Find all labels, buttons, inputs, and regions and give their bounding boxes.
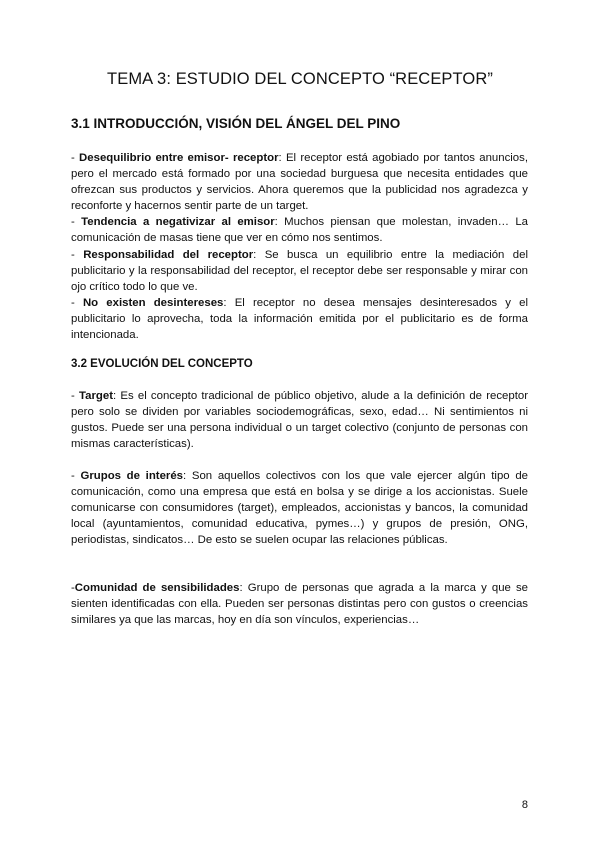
text-responsabilidad: : Se busca un equilibrio entre la mediación del publicitario y la responsabilidad del receptor, el receptor debe ser responsable y mirar con ojo crítico todo lo que ve. [71,248,528,293]
paragraph-desequilibrio [71,150,528,214]
paragraph-desintereses [71,295,528,343]
term-responsabilidad: Responsabilidad del receptor [83,248,254,261]
text-target: : Es el concepto tradicional de público objetivo, alude a la definición de receptor pero solo se dividen por variables sociodemográficas, sexo, edad… Ni sentimientos ni gustos. Puede ser una persona individual o un target colectivo (conjunto de personas con mismas características). [71,390,528,451]
term-desintereses: No existen desintereses [82,296,224,309]
text-grupos: : Son aquellos colectivos con los que vale ejercer algún tipo de comunicación, como una empresa que está en bolsa y se dirige a los accionistas. Suele comunicarse con consumidores (target), empleados, accionistas y bancos, la comunidad local (ayuntamientos, comunidad educativa, pymes…) y grupos de presión, ONG, periodistas, sindicatos… De esto se suelen ocupar las relaciones públicas. [71,470,528,547]
term-tendencia: Tendencia a negativizar al emisor [81,216,275,229]
paragraph-tendencia [71,214,528,246]
bullet-dash: - [71,296,83,309]
paragraph-grupos [71,468,528,548]
intro-paragraphs [71,150,528,343]
bullet-dash: - [71,152,80,164]
bullet-dash: - [71,390,80,402]
bullet-dash: - [71,216,82,229]
section-heading-intro: 3.1 INTRODUCCIÓN, VISIÓN DEL ÁNGEL DEL PINO [71,116,401,131]
text-comunidad: : Grupo de personas que agrada a la marca y que se sienten identificadas con ella. Pueden ser personas distintas pero con gustos o creencias similares ya que las marcas, hoy en día son vínculos, experiencias… [71,582,529,627]
term-grupos: Grupos de interés [80,470,184,482]
paragraph-responsabilidad [71,247,528,295]
paragraph-comunidad [71,580,528,628]
page-number: 8 [521,799,528,811]
paragraph-target [71,388,528,452]
term-target: Target [79,390,113,402]
comunidad-paragraph [71,580,528,628]
bullet-dash: - [71,248,84,261]
target-paragraph [71,388,528,452]
bullet-dash: - [71,582,75,594]
text-desintereses: : El receptor no desea mensajes desinteresados y el publicitario lo aprovecha, toda la información emitida por el publicitario es de forma intencionada. [71,296,528,342]
text-tendencia: : Muchos piensan que molestan, invaden… La comunicación de masas tiene que ver en cómo nos sentimos. [71,216,528,245]
section-heading-evolucion: 3.2 EVOLUCIÓN DEL CONCEPTO [71,358,253,370]
grupos-paragraph [71,468,528,548]
bullet-dash: - [71,470,81,482]
text-desequilibrio: : El receptor está agobiado por tantos anuncios, pero el mercado está formado por una sociedad burguesa que necesita entidades que ofrezcan sus productos y servicios. Ahora queremos que la publicidad nos agradezca y reconforte y hacernos sentir parte de un target. [71,152,528,213]
term-comunidad: Comunidad de sensibilidades [74,582,240,594]
page-title: TEMA 3: ESTUDIO DEL CONCEPTO “RECEPTOR” [107,70,493,88]
term-desequilibrio: Desequilibrio entre emisor- receptor [79,152,279,164]
